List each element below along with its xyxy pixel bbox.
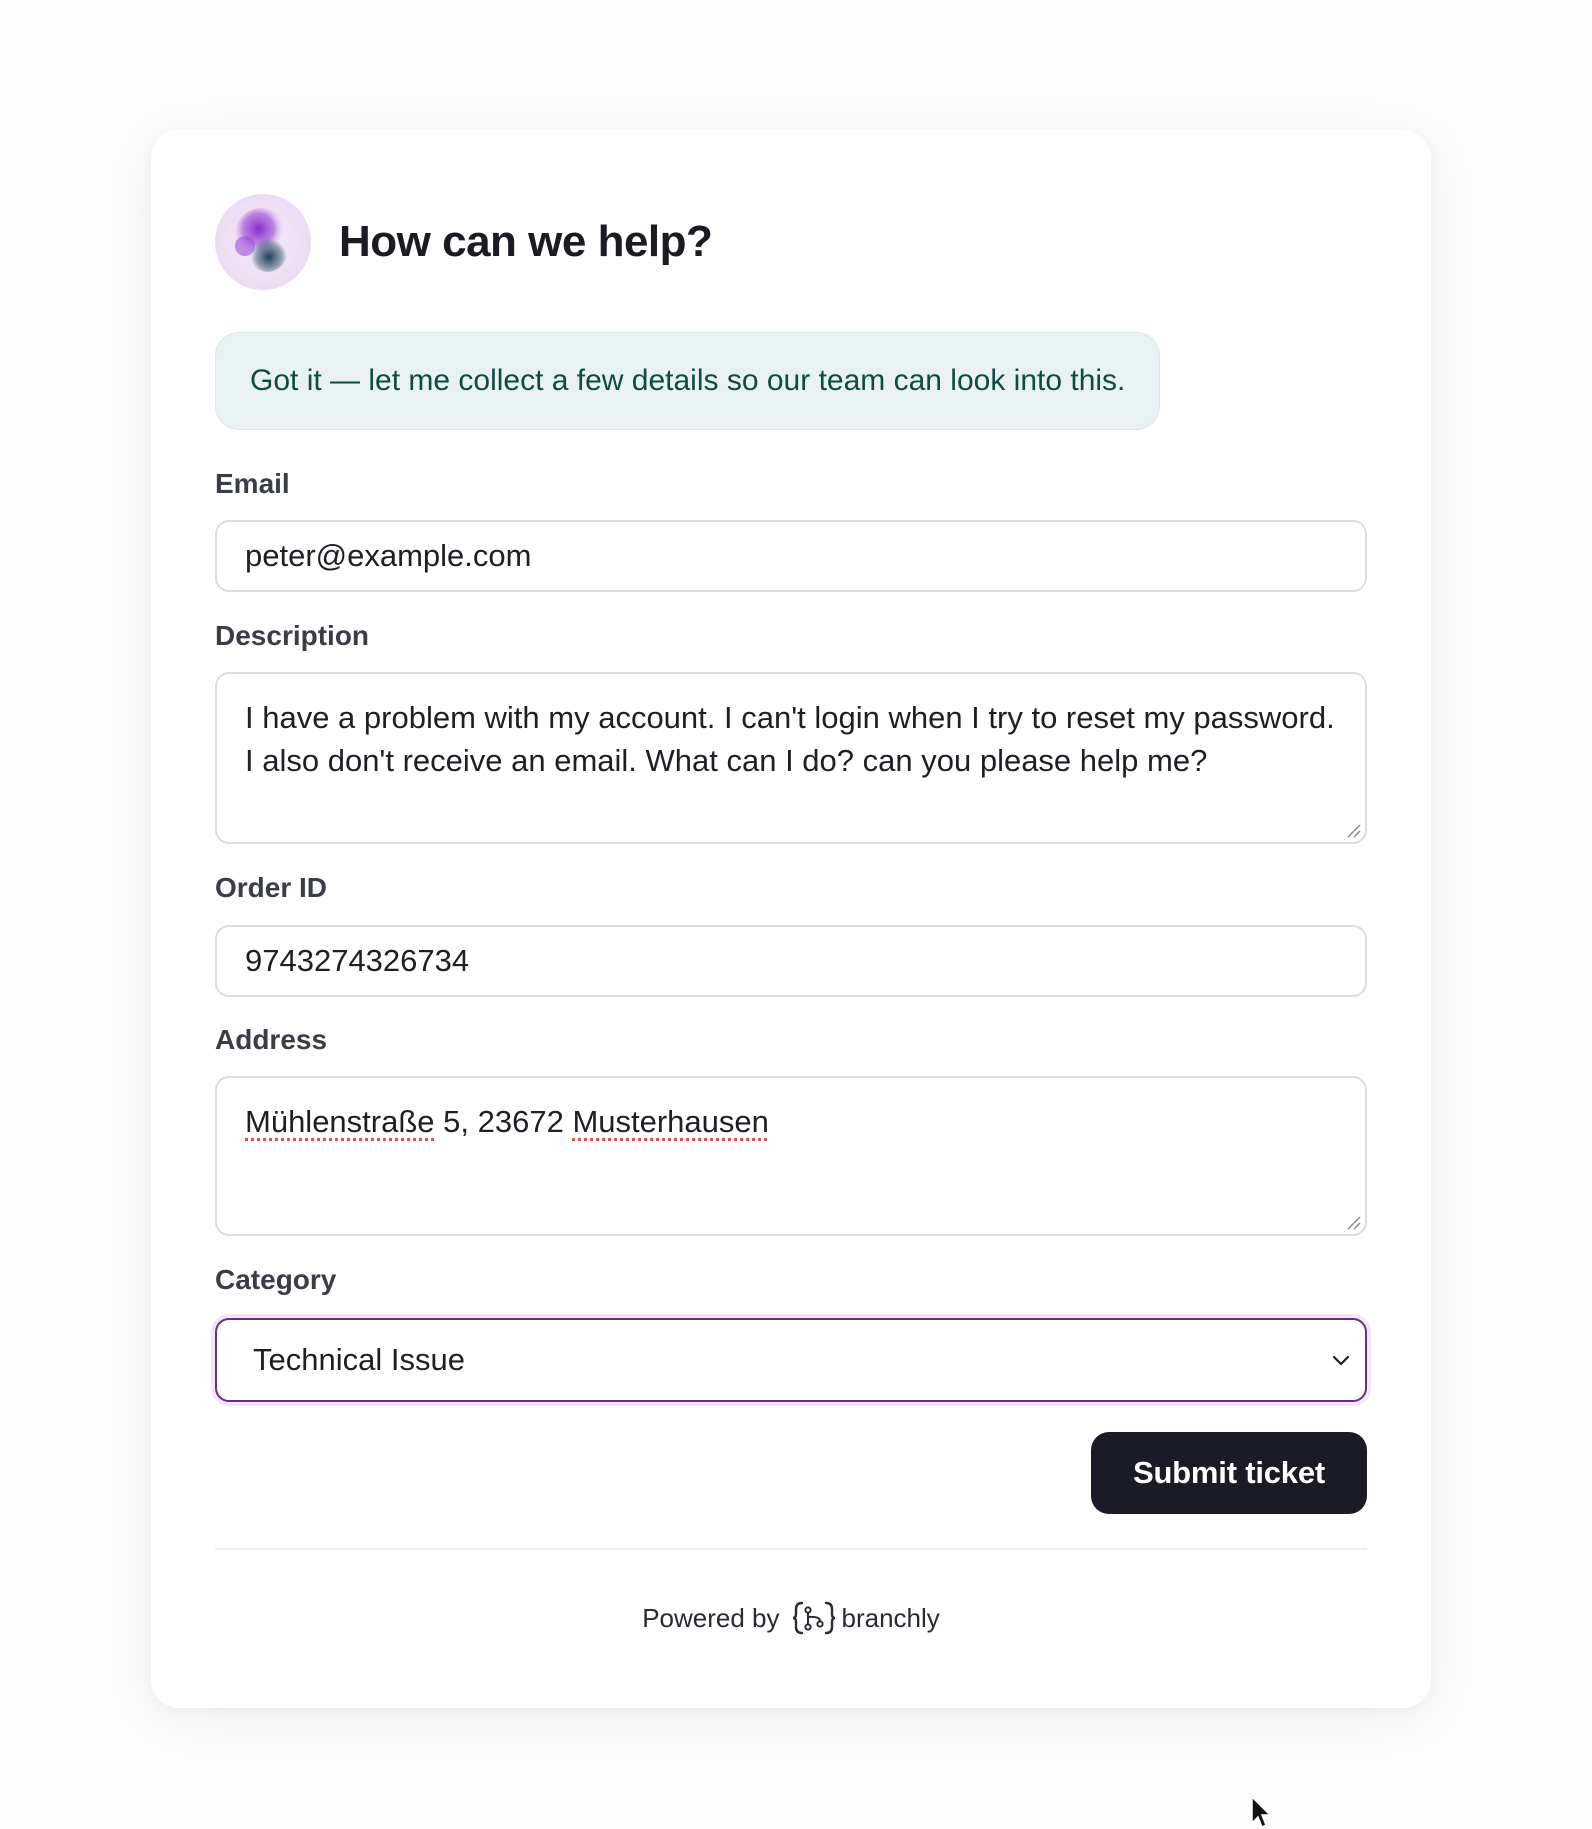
address-label: Address bbox=[215, 1024, 328, 1055]
address-city-word: Musterhausen bbox=[572, 1104, 769, 1139]
category-label: Category bbox=[215, 1264, 337, 1295]
description-label: Description bbox=[215, 620, 370, 651]
blob-avatar-icon bbox=[215, 194, 311, 290]
category-select[interactable] bbox=[215, 1318, 1367, 1402]
email-value: peter@example.com bbox=[245, 538, 532, 573]
branchly-logo-icon bbox=[792, 1600, 836, 1636]
address-street-word: Mühlenstraße bbox=[245, 1104, 435, 1139]
avatar bbox=[215, 194, 311, 290]
resize-grip-icon[interactable] bbox=[1345, 822, 1361, 838]
chevron-down-icon bbox=[1331, 1353, 1351, 1367]
assistant-message-bubble: Got it — let me collect a few details so our team can look into this. bbox=[215, 332, 1160, 430]
footer-divider bbox=[215, 1548, 1367, 1550]
powered-by-footer bbox=[151, 1600, 1431, 1636]
support-card bbox=[151, 130, 1431, 1708]
description-value: I have a problem with my account. I can't login when I try to reset my password. I also don't receive an email. What can I do? can you please help me? bbox=[245, 700, 1335, 778]
mouse-cursor-icon bbox=[1250, 1795, 1274, 1829]
description-textarea[interactable] bbox=[215, 672, 1367, 844]
brand-name: branchly bbox=[841, 1602, 940, 1633]
submit-ticket-button[interactable]: Submit ticket bbox=[1091, 1432, 1367, 1514]
order-id-label: Order ID bbox=[215, 872, 328, 903]
powered-by-text: Powered by bbox=[642, 1602, 780, 1633]
address-number-zip: 5, 23672 bbox=[434, 1104, 573, 1139]
resize-grip-icon[interactable] bbox=[1345, 1214, 1361, 1230]
address-textarea[interactable] bbox=[215, 1076, 1367, 1236]
order-id-field[interactable] bbox=[215, 925, 1367, 997]
email-field[interactable] bbox=[215, 520, 1367, 592]
email-label: Email bbox=[215, 468, 290, 499]
header bbox=[215, 194, 712, 290]
category-selected-value: Technical Issue bbox=[253, 1342, 465, 1377]
page-title: How can we help? bbox=[339, 217, 713, 266]
order-id-value: 9743274326734 bbox=[245, 943, 470, 978]
